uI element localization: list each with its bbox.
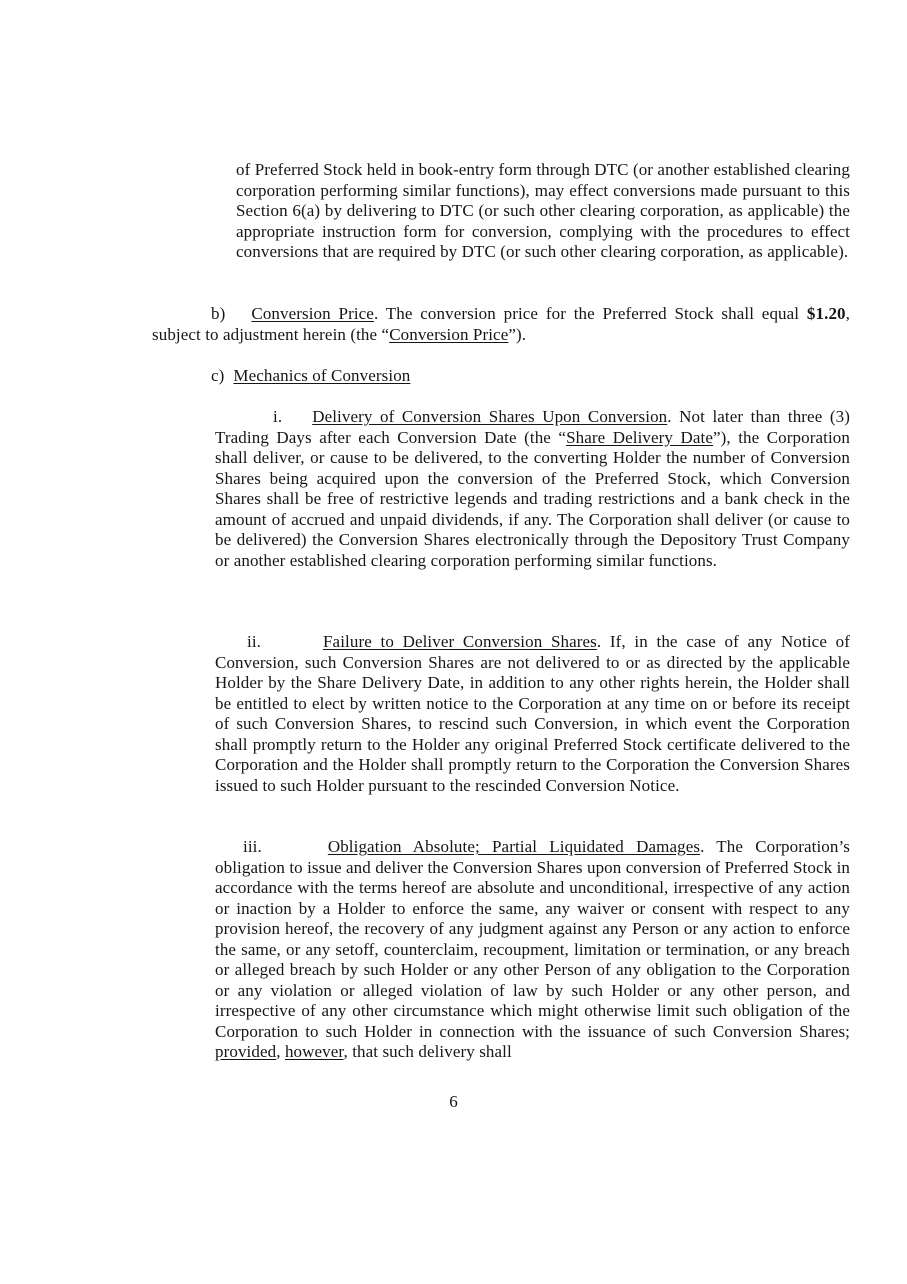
item-i-label: i.	[273, 407, 283, 426]
section-c-label: c)	[211, 366, 225, 385]
text-segment: . Not later than three (3) Trading Days after each Conversion Date (the “	[215, 407, 850, 447]
item-ii-text	[215, 632, 850, 795]
page-number: 6	[449, 1092, 458, 1111]
text-segment: . The Corporation’s obligation to issue and deliver the Conversion Shares upon conversion of Preferred Stock in accordance with the terms hereof are absolute and unconditional, irrespective of any action or inaction by a Holder to enforce the same, any waiver or consent with respect to any provision hereof, the recovery of any judgment against any Person or any action to enforce the same, or any setoff, counterclaim, recoupment, limitation or termination, or any breach or alleged breach by such Holder or any other Person of any obligation to the Corporation or any violation or alleged violation of law by such Holder or any other person, and irrespective of any other circumstance which might otherwise limit such obligation of the Corporation to such Holder in connection with the issuance of such Conversion Shares;	[215, 837, 851, 1041]
item-iii-paragraph	[215, 837, 850, 1063]
text-segment: Conversion Price	[251, 304, 374, 323]
text-segment: Obligation Absolute; Partial Liquidated Damages	[327, 837, 701, 856]
text-segment: . If, in the case of any Notice of Conversion, such Conversion Shares are not delivered to or as directed by the applicable Holder by the Share Delivery Date, in addition to any other rights herein, the Holder shall be entitled to elect by written notice to the Corporation at any time on or before its receipt of such Conversion Shares, to rescind such Conversion, in which event the Corporation shall promptly return to the Holder any original Preferred Stock certificate delivered to the Corporation and the Holder shall promptly return to the Corporation the Conversion Shares issued to such Holder pursuant to the rescinded Conversion Notice.	[215, 632, 850, 795]
section-c-heading-line	[211, 366, 851, 387]
item-iii-label: iii.	[243, 837, 262, 856]
tab-space	[225, 318, 251, 319]
tab-space	[261, 646, 323, 647]
intro-paragraph: of Preferred Stock held in book-entry form through DTC (or another established clearing corporation performing similar functions), may effect conversions made pursuant to this Section 6(a) by delivering to DTC (or such other clearing corporation, as applicable) the appropriate instruction form for conversion, complying with the procedures to effect conversions that are required by DTC (or such other clearing corporation, as applicable).	[236, 160, 850, 261]
section-b-label: b)	[211, 304, 226, 323]
item-ii-label: ii.	[247, 632, 261, 651]
item-i-text	[215, 407, 850, 570]
item-iii-text	[215, 837, 850, 1061]
text-segment: , subject to adjustment herein (the “	[152, 304, 850, 344]
tab-space	[262, 851, 328, 852]
text-segment: Mechanics of Conversion	[233, 366, 411, 385]
text-segment: ”).	[508, 324, 527, 344]
section-b-paragraph	[152, 304, 850, 345]
item-ii-paragraph	[215, 632, 850, 796]
text-segment: provided	[215, 1042, 277, 1061]
tab-space	[282, 421, 312, 422]
text-segment: . The conversion price for the Preferred Stock shall equal	[373, 304, 807, 323]
text-segment: Share Delivery Date	[566, 427, 713, 447]
text-segment: Conversion Price	[389, 324, 509, 344]
text-segment: , that such delivery shall	[343, 1042, 512, 1061]
text-segment: $1.20	[806, 304, 846, 323]
item-i-paragraph	[215, 407, 850, 571]
text-segment: ”), the Corporation shall deliver, or cause to be delivered, to the converting Holder the number of Conversion Shares being acquired upon the conversion of the Preferred Stock, which Conversion Shares shall be free of restrictive legends and trading restrictions and a bank check in the amount of accrued and unpaid dividends, if any. The Corporation shall deliver (or cause to be delivered) the Conversion Shares electronically through the Depository Trust Company or another established clearing corporation performing similar functions.	[215, 427, 850, 570]
text-segment: Failure to Deliver Conversion Shares	[323, 632, 597, 651]
text-segment: Delivery of Conversion Shares Upon Conversion	[312, 407, 668, 426]
section-b-text	[152, 304, 850, 344]
text-segment: however	[284, 1042, 344, 1061]
section-c-heading	[233, 366, 410, 385]
text-segment: ,	[276, 1042, 285, 1061]
